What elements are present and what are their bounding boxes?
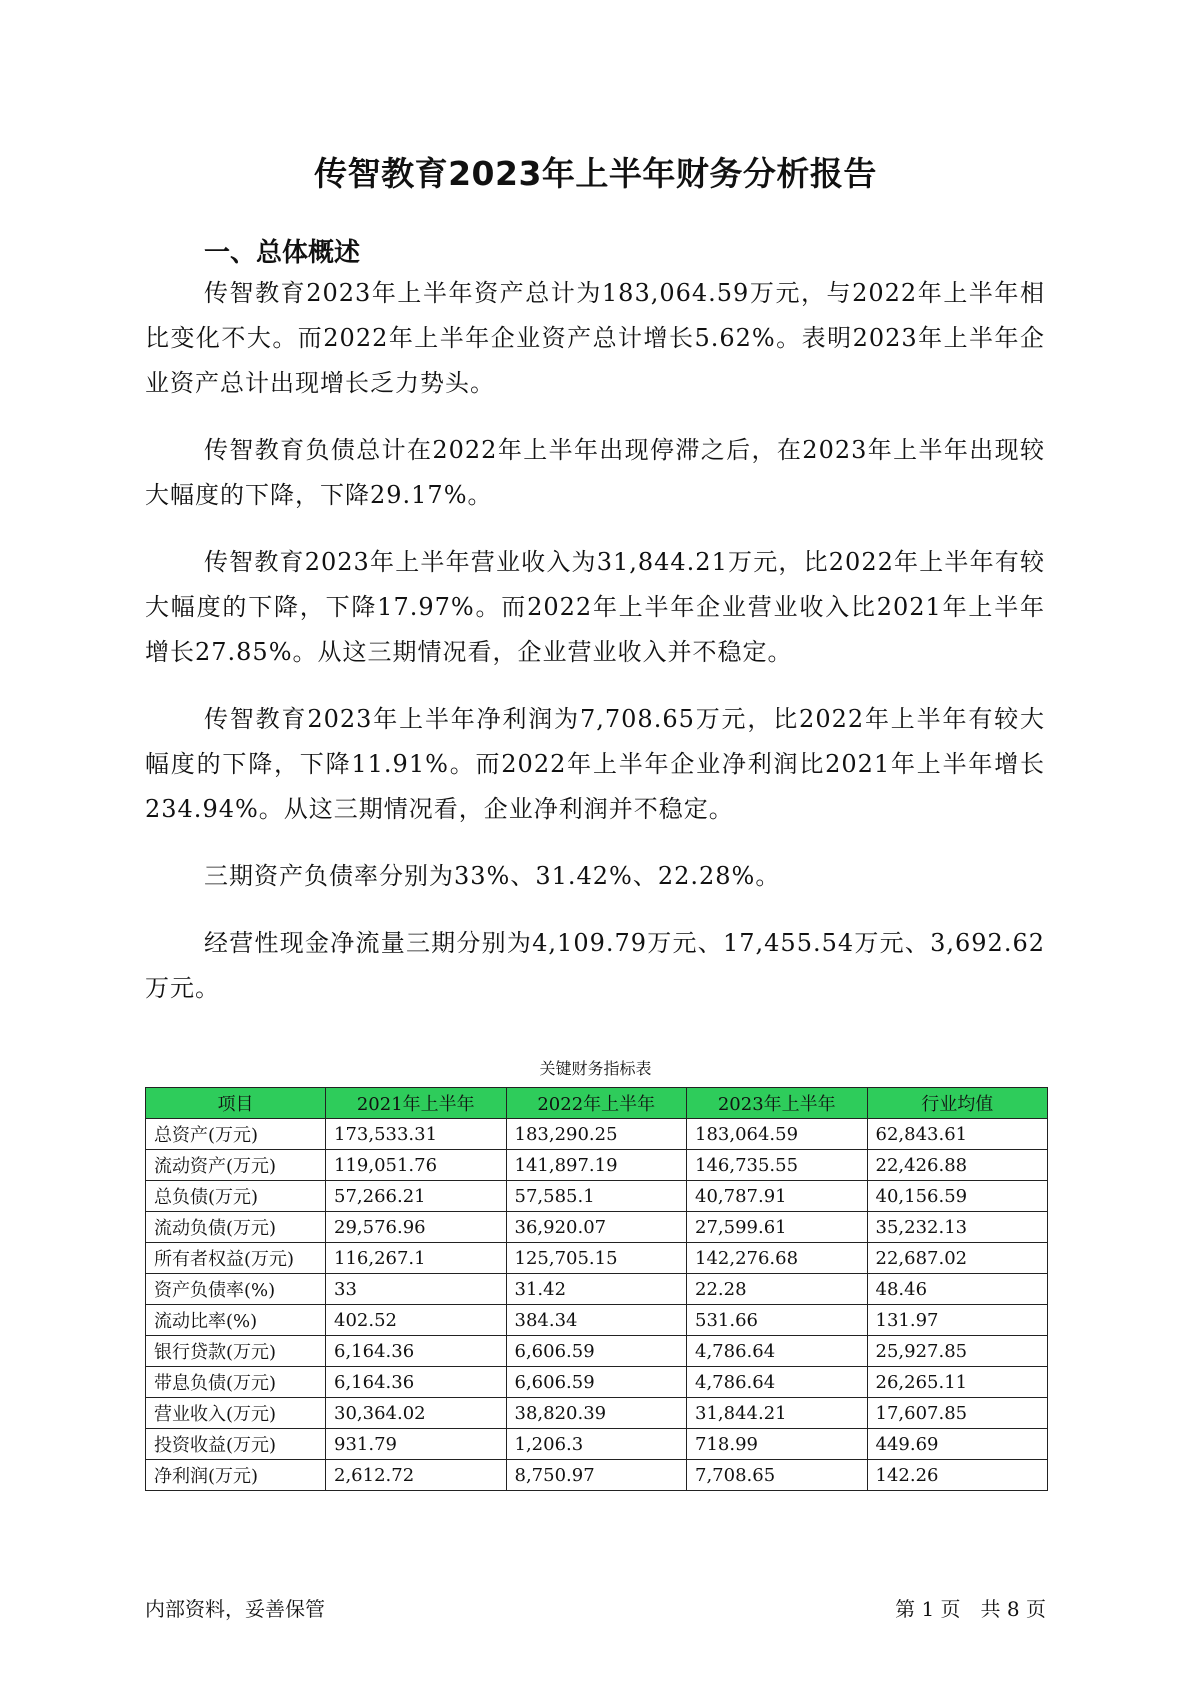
- table-cell: 402.52: [326, 1305, 507, 1336]
- table-cell: 62,843.61: [867, 1119, 1048, 1150]
- table-cell: 4,786.64: [687, 1367, 868, 1398]
- table-cell: 183,064.59: [687, 1119, 868, 1150]
- table-cell: 22,687.02: [867, 1243, 1048, 1274]
- table-cell: 1,206.3: [506, 1429, 687, 1460]
- table-cell: 40,787.91: [687, 1181, 868, 1212]
- table-cell: 141,897.19: [506, 1150, 687, 1181]
- table-row: [146, 1181, 1048, 1212]
- table-cell: 7,708.65: [687, 1460, 868, 1491]
- row-label: 净利润(万元): [146, 1460, 326, 1491]
- table-cell: 22,426.88: [867, 1150, 1048, 1181]
- table-cell: 33: [326, 1274, 507, 1305]
- table-cell: 6,164.36: [326, 1367, 507, 1398]
- footer-page-number: 第 1 页 共 8 页: [895, 1597, 1046, 1621]
- table-cell: 384.34: [506, 1305, 687, 1336]
- table-body: [146, 1119, 1048, 1491]
- table-row: [146, 1460, 1048, 1491]
- row-label: 带息负债(万元): [146, 1367, 326, 1398]
- table-cell: 131.97: [867, 1305, 1048, 1336]
- table-cell: 119,051.76: [326, 1150, 507, 1181]
- table-cell: 31.42: [506, 1274, 687, 1305]
- table-header-row: [146, 1088, 1048, 1119]
- table-row: [146, 1336, 1048, 1367]
- table-cell: 116,267.1: [326, 1243, 507, 1274]
- row-label: 投资收益(万元): [146, 1429, 326, 1460]
- table-cell: 40,156.59: [867, 1181, 1048, 1212]
- key-financial-table: [145, 1087, 1048, 1491]
- table-cell: 6,606.59: [506, 1367, 687, 1398]
- header-item: 项目: [146, 1088, 326, 1119]
- table-cell: 36,920.07: [506, 1212, 687, 1243]
- table-cell: 22.28: [687, 1274, 868, 1305]
- table-cell: 8,750.97: [506, 1460, 687, 1491]
- paragraph-assets: 传智教育2023年上半年资产总计为183,064.59万元，与2022年上半年相比变化不大。而2022年上半年企业资产总计增长5.62%。表明2023年上半年企业资产总计出现增长乏力势头。: [145, 279, 1045, 397]
- footer-confidential: 内部资料，妥善保管: [145, 1597, 325, 1621]
- table-cell: 2,612.72: [326, 1460, 507, 1491]
- table-cell: 173,533.31: [326, 1119, 507, 1150]
- paragraph-net-profit: 传智教育2023年上半年净利润为7,708.65万元，比2022年上半年有较大幅度的下降，下降11.91%。而2022年上半年企业净利润比2021年上半年增长234.94%。从这三期情况看，企业净利润并不稳定。: [145, 705, 1045, 823]
- row-label: 总负债(万元): [146, 1181, 326, 1212]
- table-cell: 931.79: [326, 1429, 507, 1460]
- table-cell: 125,705.15: [506, 1243, 687, 1274]
- row-label: 银行贷款(万元): [146, 1336, 326, 1367]
- header-industry-avg: 行业均值: [867, 1088, 1048, 1119]
- header-2021h1: 2021年上半年: [326, 1088, 507, 1119]
- table-row: [146, 1305, 1048, 1336]
- table-row: [146, 1429, 1048, 1460]
- table-row: [146, 1367, 1048, 1398]
- paragraph-revenue: 传智教育2023年上半年营业收入为31,844.21万元，比2022年上半年有较大幅度的下降，下降17.97%。而2022年上半年企业营业收入比2021年上半年增长27.85%。从这三期情况看，企业营业收入并不稳定。: [145, 548, 1045, 666]
- body-text: [145, 271, 1045, 1033]
- table-cell: 6,606.59: [506, 1336, 687, 1367]
- table-row: [146, 1119, 1048, 1150]
- table-caption: 关键财务指标表: [539, 1059, 652, 1078]
- table-cell: 25,927.85: [867, 1336, 1048, 1367]
- table-cell: 718.99: [687, 1429, 868, 1460]
- section-heading: 一、总体概述: [204, 238, 361, 268]
- table-cell: 35,232.13: [867, 1212, 1048, 1243]
- row-label: 总资产(万元): [146, 1119, 326, 1150]
- row-label: 流动资产(万元): [146, 1150, 326, 1181]
- report-title: 传智教育2023年上半年财务分析报告: [314, 154, 877, 193]
- table-cell: 27,599.61: [687, 1212, 868, 1243]
- table-cell: 146,735.55: [687, 1150, 868, 1181]
- row-label: 流动负债(万元): [146, 1212, 326, 1243]
- table-cell: 183,290.25: [506, 1119, 687, 1150]
- table-cell: 48.46: [867, 1274, 1048, 1305]
- table-cell: 29,576.96: [326, 1212, 507, 1243]
- table-cell: 531.66: [687, 1305, 868, 1336]
- table-cell: 38,820.39: [506, 1398, 687, 1429]
- paragraph-debt-ratio: 三期资产负债率分别为33%、31.42%、22.28%。: [204, 862, 781, 890]
- row-label: 所有者权益(万元): [146, 1243, 326, 1274]
- table-cell: 30,364.02: [326, 1398, 507, 1429]
- paragraph-liabilities: 传智教育负债总计在2022年上半年出现停滞之后，在2023年上半年出现较大幅度的下降，下降29.17%。: [145, 436, 1045, 509]
- table-cell: 57,585.1: [506, 1181, 687, 1212]
- table-cell: 449.69: [867, 1429, 1048, 1460]
- table-cell: 26,265.11: [867, 1367, 1048, 1398]
- row-label: 资产负债率(%): [146, 1274, 326, 1305]
- table-cell: 6,164.36: [326, 1336, 507, 1367]
- table-cell: 31,844.21: [687, 1398, 868, 1429]
- table-row: [146, 1243, 1048, 1274]
- table-cell: 57,266.21: [326, 1181, 507, 1212]
- row-label: 营业收入(万元): [146, 1398, 326, 1429]
- table-cell: 17,607.85: [867, 1398, 1048, 1429]
- row-label: 流动比率(%): [146, 1305, 326, 1336]
- header-2022h1: 2022年上半年: [506, 1088, 687, 1119]
- table-row: [146, 1398, 1048, 1429]
- table-row: [146, 1274, 1048, 1305]
- table-cell: 142.26: [867, 1460, 1048, 1491]
- table-cell: 142,276.68: [687, 1243, 868, 1274]
- paragraph-cash-flow: 经营性现金净流量三期分别为4,109.79万元、17,455.54万元、3,692.62万元。: [145, 929, 1045, 1002]
- table-row: [146, 1150, 1048, 1181]
- table-cell: 4,786.64: [687, 1336, 868, 1367]
- table-row: [146, 1212, 1048, 1243]
- header-2023h1: 2023年上半年: [687, 1088, 868, 1119]
